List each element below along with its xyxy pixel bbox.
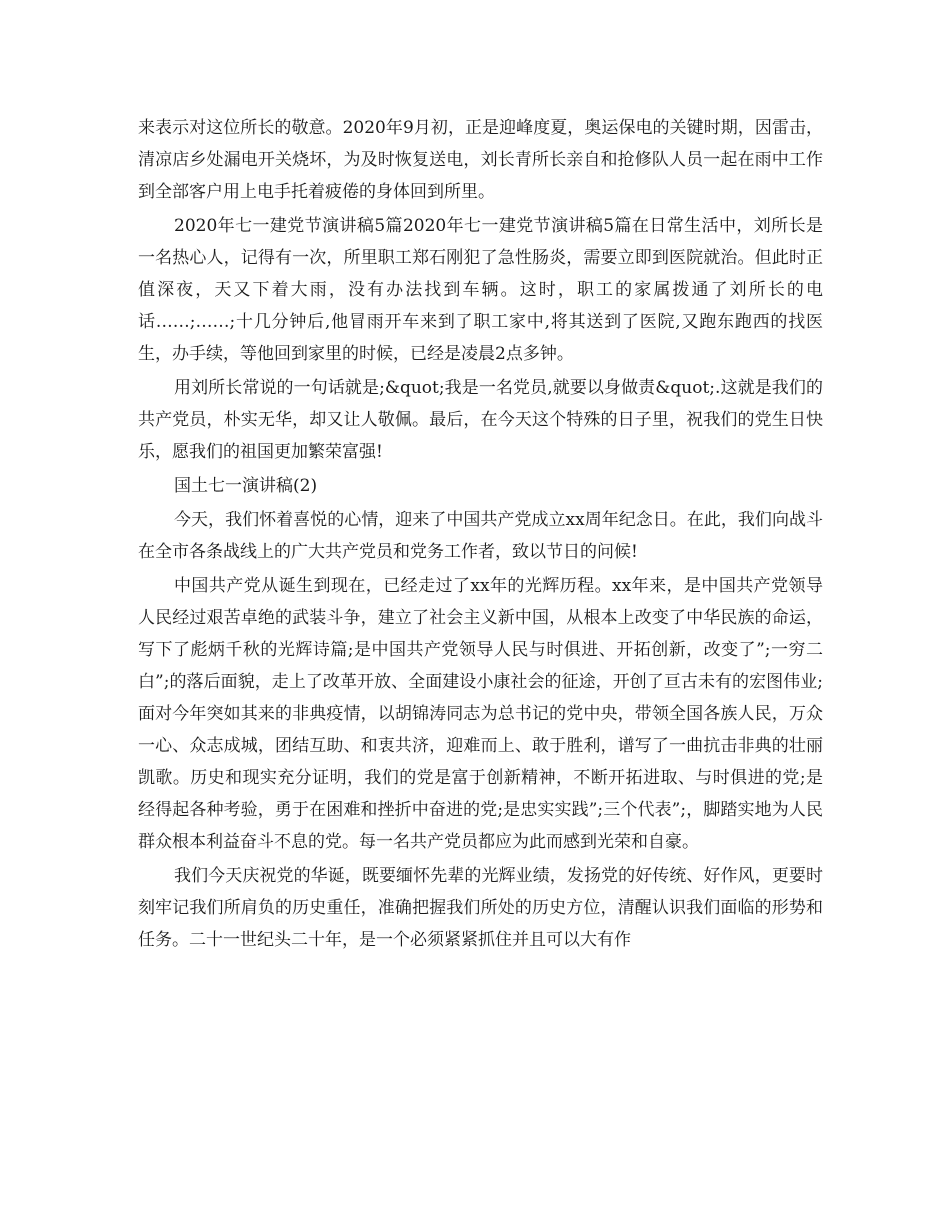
paragraph-celebration: 我们今天庆祝党的华诞，既要缅怀先辈的光辉业绩，发扬党的好传统、好作风，更要时刻牢记我们所肩负的历史重任，准确把握我们所处的历史方位，清醒认识我们面临的形势和任务。二十一世纪头二十年，是一个必须紧紧抓住并且可以大有作 (138, 866, 823, 950)
paragraph-quote: 用刘所长常说的一句话就是;&quot;我是一名党员,就要以身做责&quot;.这就是我们的共产党员，朴实无华，却又让人敬佩。最后，在今天这个特殊的日子里，祝我们的党生日快乐，愿我们的祖国更加繁荣富强! (138, 378, 823, 462)
paragraph-night-help: 2020年七一建党节演讲稿5篇2020年七一建党节演讲稿5篇在日常生活中，刘所长是一名热心人，记得有一次，所里职工郑石刚犯了急性肠炎，需要立即到医院就治。但此时正值深夜，天又下着大雨，没有办法找到车辆。这时，职工的家属拨通了刘所长的电话……;……;十几分钟后,他冒雨开车来到了职工家中,将其送到了医院,又跑东跑西的找医生，办手续，等他回到家里的时候，已经是凌晨2点多钟。 (138, 216, 823, 364)
document-body (138, 112, 823, 958)
paragraph-continued: 来表示对这位所长的敬意。2020年9月初，正是迎峰度夏，奥运保电的关键时期，因雷击，清凉店乡处漏电开关烧坏，为及时恢复送电，刘长青所长亲自和抢修队人员一起在雨中工作到全部客户用上电手托着疲倦的身体回到所里。 (138, 118, 823, 202)
paragraph-history: 中国共产党从诞生到现在，已经走过了xx年的光辉历程。xx年来，是中国共产党领导人民经过艰苦卓绝的武装斗争，建立了社会主义新中国，从根本上改变了中华民族的命运，写下了彪炳千秋的光辉诗篇;是中国共产党领导人民与时俱进、开拓创新，改变了”;一穷二白”;的落后面貌，走上了改革开放、全面建设小康社会的征途，开创了亘古未有的宏图伟业;面对今年突如其来的非典疫情，以胡锦涛同志为总书记的党中央，带领全国各族人民，万众一心、众志成城，团结互助、和衷共济，迎难而上、敢于胜利，谱写了一曲抗击非典的壮丽凯歌。历史和现实充分证明，我们的党是富于创新精神，不断开拓进取、与时俱进的党;是经得起各种考验，勇于在困难和挫折中奋进的党;是忠实实践”;三个代表”;，脚踏实地为人民群众根本利益奋斗不息的党。每一名共产党员都应为此而感到光荣和自豪。 (138, 576, 823, 852)
section-heading: 国土七一演讲稿(2) (174, 476, 318, 496)
paragraph-greeting: 今天，我们怀着喜悦的心情，迎来了中国共产党成立xx周年纪念日。在此，我们向战斗在全市各条战线上的广大共产党员和党务工作者，致以节日的问候! (138, 510, 823, 562)
